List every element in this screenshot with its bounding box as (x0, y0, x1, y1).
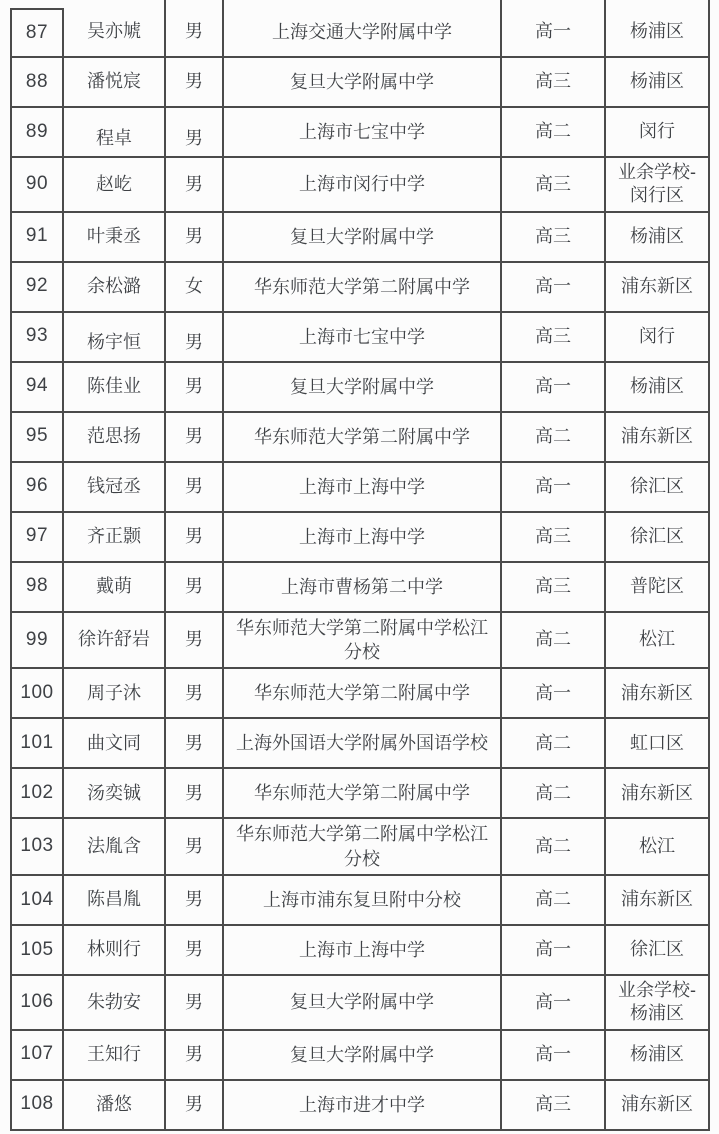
cell-gender: 男 (166, 876, 224, 926)
cell-district: 浦东新区 (606, 669, 710, 719)
cell-school: 华东师范大学第二附属中学松江分校 (224, 613, 502, 670)
table-row (10, 108, 710, 158)
cell-gender: 男 (166, 669, 224, 719)
cell-grade: 高三 (502, 158, 606, 213)
cell-number: 105 (10, 926, 64, 976)
cell-gender: 男 (166, 563, 224, 613)
cell-district: 浦东新区 (606, 413, 710, 463)
cell-school: 华东师范大学第二附属中学 (224, 413, 502, 463)
cell-number: 104 (10, 876, 64, 926)
cell-grade: 高一 (502, 8, 606, 58)
table-row (10, 769, 710, 819)
cell-name: 齐正颢 (64, 513, 166, 563)
table-row (10, 1031, 710, 1081)
cell-name: 王知行 (64, 1031, 166, 1081)
cell-school: 复旦大学附属中学 (224, 1031, 502, 1081)
cell-number: 92 (10, 263, 64, 313)
cell-school: 复旦大学附属中学 (224, 363, 502, 413)
cell-gender: 男 (166, 719, 224, 769)
cell-number: 99 (10, 613, 64, 670)
cell-school: 上海市上海中学 (224, 926, 502, 976)
cell-name: 杨宇恒 (64, 313, 166, 363)
cell-gender: 男 (166, 613, 224, 670)
student-table (10, 8, 710, 1131)
cell-number: 98 (10, 563, 64, 613)
cell-school: 复旦大学附属中学 (224, 213, 502, 263)
cell-school: 上海市七宝中学 (224, 108, 502, 158)
cell-name: 徐许舒岩 (64, 613, 166, 670)
cell-grade: 高三 (502, 513, 606, 563)
cell-school: 上海市进才中学 (224, 1081, 502, 1131)
cell-number: 106 (10, 976, 64, 1031)
table-row (10, 213, 710, 263)
table-row (10, 613, 710, 670)
cell-district: 浦东新区 (606, 263, 710, 313)
cell-district: 徐汇区 (606, 513, 710, 563)
cell-school: 上海市上海中学 (224, 463, 502, 513)
cell-district: 浦东新区 (606, 769, 710, 819)
cell-grade: 高一 (502, 669, 606, 719)
cell-school: 华东师范大学第二附属中学 (224, 669, 502, 719)
table-row (10, 926, 710, 976)
cell-district: 杨浦区 (606, 363, 710, 413)
cell-grade: 高一 (502, 1031, 606, 1081)
cell-district: 徐汇区 (606, 926, 710, 976)
cell-district: 徐汇区 (606, 463, 710, 513)
cell-name: 朱勃安 (64, 976, 166, 1031)
cell-grade: 高三 (502, 58, 606, 108)
cell-school: 华东师范大学第二附属中学松江分校 (224, 819, 502, 876)
cell-name: 陈昌胤 (64, 876, 166, 926)
cell-district: 松江 (606, 613, 710, 670)
table-row (10, 413, 710, 463)
cell-gender: 男 (166, 926, 224, 976)
cell-name: 法胤含 (64, 819, 166, 876)
table-row (10, 819, 710, 876)
cell-school: 复旦大学附属中学 (224, 976, 502, 1031)
cell-school: 上海市浦东复旦附中分校 (224, 876, 502, 926)
cell-district: 杨浦区 (606, 8, 710, 58)
cell-grade: 高二 (502, 819, 606, 876)
cell-district: 杨浦区 (606, 213, 710, 263)
table-row (10, 669, 710, 719)
cell-name: 陈佳业 (64, 363, 166, 413)
cell-name: 范思扬 (64, 413, 166, 463)
cell-school: 上海交通大学附属中学 (224, 8, 502, 58)
cell-grade: 高二 (502, 413, 606, 463)
cell-number: 100 (10, 669, 64, 719)
table-row (10, 313, 710, 363)
cell-grade: 高一 (502, 463, 606, 513)
cell-name: 汤奕铖 (64, 769, 166, 819)
cell-gender: 男 (166, 58, 224, 108)
cell-district: 业余学校-杨浦区 (606, 976, 710, 1031)
cell-number: 96 (10, 463, 64, 513)
cell-grade: 高二 (502, 613, 606, 670)
cell-number: 108 (10, 1081, 64, 1131)
cell-grade: 高三 (502, 563, 606, 613)
cell-grade: 高三 (502, 313, 606, 363)
cell-number: 95 (10, 413, 64, 463)
cell-name: 潘悦宸 (64, 58, 166, 108)
cell-number: 97 (10, 513, 64, 563)
cell-gender: 男 (166, 213, 224, 263)
cell-number: 89 (10, 108, 64, 158)
cell-school: 上海市七宝中学 (224, 313, 502, 363)
table-row (10, 1081, 710, 1131)
cell-district: 虹口区 (606, 719, 710, 769)
table-row (10, 976, 710, 1031)
cell-gender: 男 (166, 1081, 224, 1131)
cell-district: 普陀区 (606, 563, 710, 613)
table-row (10, 563, 710, 613)
cell-gender: 男 (166, 413, 224, 463)
cell-name: 钱冠丞 (64, 463, 166, 513)
cell-number: 88 (10, 58, 64, 108)
cell-gender: 男 (166, 363, 224, 413)
cell-gender: 男 (166, 8, 224, 58)
cell-grade: 高一 (502, 263, 606, 313)
cell-school: 华东师范大学第二附属中学 (224, 263, 502, 313)
cell-number: 94 (10, 363, 64, 413)
cell-gender: 男 (166, 313, 224, 363)
cell-number: 102 (10, 769, 64, 819)
cell-name: 林则行 (64, 926, 166, 976)
table-row (10, 58, 710, 108)
cell-number: 101 (10, 719, 64, 769)
cell-name: 程卓 (64, 108, 166, 158)
cell-grade: 高二 (502, 769, 606, 819)
cell-gender: 男 (166, 819, 224, 876)
table-row (10, 513, 710, 563)
table-row (10, 876, 710, 926)
cell-number: 107 (10, 1031, 64, 1081)
cell-name: 戴萌 (64, 563, 166, 613)
cell-district: 闵行 (606, 313, 710, 363)
cell-gender: 男 (166, 1031, 224, 1081)
cell-gender: 男 (166, 976, 224, 1031)
table-row (10, 363, 710, 413)
cell-grade: 高一 (502, 363, 606, 413)
cell-gender: 男 (166, 513, 224, 563)
cell-district: 闵行 (606, 108, 710, 158)
cell-gender: 女 (166, 263, 224, 313)
cell-name: 吴亦虓 (64, 8, 166, 58)
cell-number: 87 (10, 8, 64, 58)
cell-name: 潘悠 (64, 1081, 166, 1131)
cell-school: 上海市上海中学 (224, 513, 502, 563)
cell-grade: 高一 (502, 926, 606, 976)
cell-district: 浦东新区 (606, 876, 710, 926)
cell-grade: 高一 (502, 976, 606, 1031)
cell-name: 曲文同 (64, 719, 166, 769)
cell-gender: 男 (166, 108, 224, 158)
cell-name: 赵屹 (64, 158, 166, 213)
table-row (10, 158, 710, 213)
cell-name: 叶秉丞 (64, 213, 166, 263)
cell-grade: 高三 (502, 213, 606, 263)
cell-district: 松江 (606, 819, 710, 876)
cell-number: 90 (10, 158, 64, 213)
cell-gender: 男 (166, 158, 224, 213)
table-row (10, 463, 710, 513)
table-row (10, 8, 710, 58)
cell-name: 周子沐 (64, 669, 166, 719)
cell-district: 杨浦区 (606, 58, 710, 108)
cell-number: 103 (10, 819, 64, 876)
table-row (10, 719, 710, 769)
cell-number: 91 (10, 213, 64, 263)
cell-school: 上海市曹杨第二中学 (224, 563, 502, 613)
cell-school: 上海市闵行中学 (224, 158, 502, 213)
cell-grade: 高二 (502, 876, 606, 926)
cell-grade: 高二 (502, 108, 606, 158)
table-row (10, 263, 710, 313)
cell-district: 浦东新区 (606, 1081, 710, 1131)
cell-gender: 男 (166, 769, 224, 819)
cell-number: 93 (10, 313, 64, 363)
cell-school: 华东师范大学第二附属中学 (224, 769, 502, 819)
cell-grade: 高二 (502, 719, 606, 769)
cell-school: 复旦大学附属中学 (224, 58, 502, 108)
cell-gender: 男 (166, 463, 224, 513)
cell-school: 上海外国语大学附属外国语学校 (224, 719, 502, 769)
cell-name: 余松潞 (64, 263, 166, 313)
cell-district: 杨浦区 (606, 1031, 710, 1081)
cell-grade: 高三 (502, 1081, 606, 1131)
cell-district: 业余学校-闵行区 (606, 158, 710, 213)
